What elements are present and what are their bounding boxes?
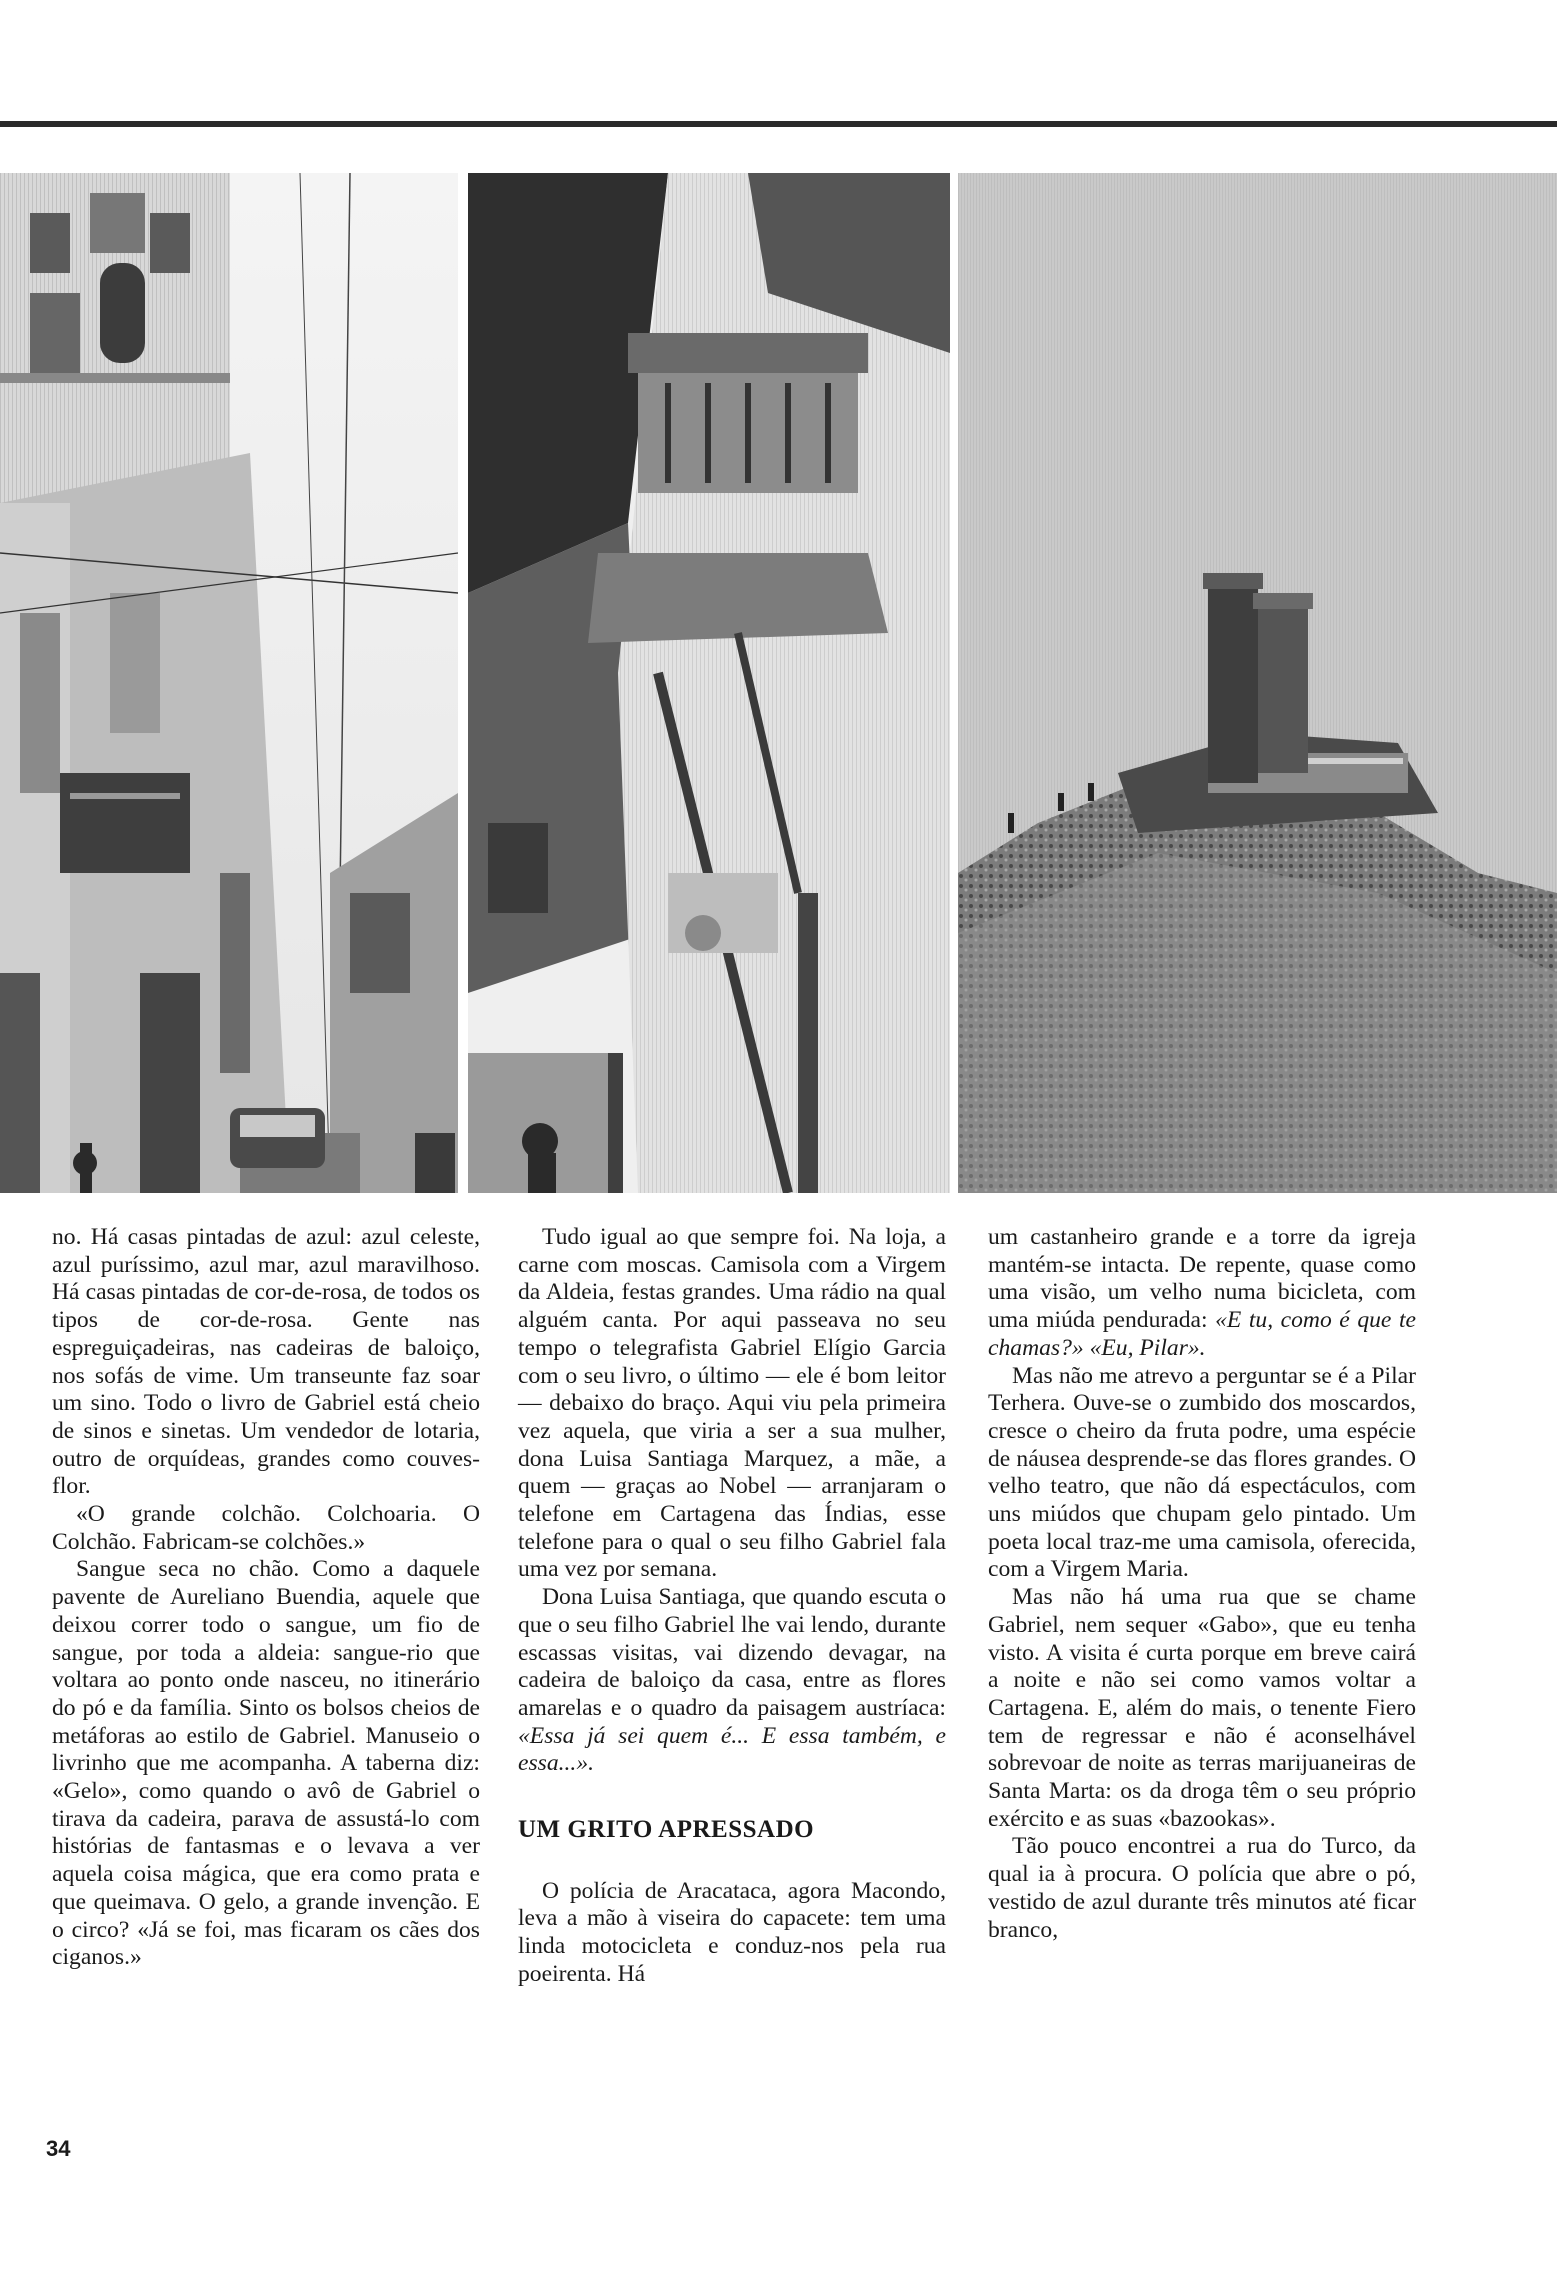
paragraph bbox=[518, 1584, 946, 1778]
page-number: 34 bbox=[46, 2136, 71, 2161]
paragraph: Tudo igual ao que sempre foi. Na loja, a carne com moscas. Camisola com a Virgem da Aldeia, festas grandes. Uma rádio na qual alguém canta. Por aqui passeava no seu tempo o telegrafista Gabriel Elígio Garcia com o seu livro, o último — ele é bom leitor — debaixo do braço. Aqui viu pela primeira vez aquela, que viria a ser a sua mulher, dona Luisa Santiaga Marquez, a mãe, a quem — graças ao Nobel — arranjaram o telefone em Cartagena das Índias, esse telefone para o qual o seu filho Gabriel fala uma vez por semana. bbox=[518, 1224, 946, 1583]
quote: «Essa já sei quem é... E essa também, e essa...». bbox=[518, 1722, 946, 1777]
paragraph: Mas não há uma rua que se chame Gabriel, nem sequer «Gabo», que eu tenha visto. A visita é curta porque em breve cairá a noite e não sei como vamos voltar a Cartagena. E, além do mais, o tenente Fiero tem de regressar e não é aconselhável sobrevoar de noite as terras marijuaneiras de Santa Marta: os da droga têm o seu próprio exército e as suas «bazookas». bbox=[988, 1584, 1416, 1832]
paragraph: O polícia de Aracataca, agora Macondo, leva a mão à viseira do capacete: tem uma linda motocicleta e conduz-nos pela rua poeirenta. Há bbox=[518, 1877, 946, 1987]
paragraph: «O grande colchão. Colchoaria. O Colchão. Fabricam-se colchões.» bbox=[52, 1501, 480, 1555]
paragraph-text: um castanheiro grande e a torre da igreja mantém-se intacta. De repente, quase como uma visão, um velho numa bicicleta, com uma miúda pendurada: bbox=[988, 1224, 1416, 1334]
text-column-2 bbox=[518, 1224, 946, 1989]
paragraph: Sangue seca no chão. Como a daquele pavente de Aureliano Buendia, aquele que deixou correr todo o sangue, um fio de sangue, por toda a aldeia: sangue-rio que voltara ao ponto onde nasceu, no itinerário do pó e da família. Sinto os bolsos cheios de metáforas ao estilo de Gabriel. Manuseio o livrinho que me acompanha. A taberna diz: «Gelo», como quando o avô de Gabriel o tirava da cadeira, parava de assustá-lo com histórias de fantasmas e o levava a ver aquela coisa mágica, que era como prata e que queimava. O gelo, a grande invenção. E o circo? «Já se foi, mas ficaram os cães dos ciganos.» bbox=[52, 1556, 480, 1971]
paragraph: no. Há casas pintadas de azul: azul celeste, azul puríssimo, azul mar, azul maravilhoso. Há casas pintadas de cor-de-rosa, de todos os tipos de cor-de-rosa. Gente nas espreguiçadeiras, nas cadeiras de baloiço, nos sofás de vime. Um transeunte faz soar um sino. Todo o livro de Gabriel está cheio de sinos e sinetas. Um vendedor de lotaria, outro de orquídeas, grandes como couves-flor. bbox=[52, 1224, 480, 1500]
paragraph bbox=[988, 1224, 1416, 1363]
balconies-photo-middle bbox=[468, 173, 950, 1193]
text-column-3 bbox=[988, 1224, 1416, 1944]
fortress-photo-right bbox=[958, 173, 1557, 1193]
section-heading: UM GRITO APRESSADO bbox=[518, 1816, 815, 1844]
top-rule bbox=[0, 121, 1557, 127]
street-photo-left bbox=[0, 173, 458, 1193]
paragraph: Tão pouco encontrei a rua do Turco, da qual ia à procura. O polícia que abre o pó, vestido de azul durante três minutos até ficar branco, bbox=[988, 1833, 1416, 1943]
text-column-1 bbox=[52, 1224, 480, 1972]
paragraph-text: Dona Luisa Santiaga, que quando escuta o que o seu filho Gabriel lhe vai lendo, durante escassas visitas, vai dizendo devagar, na cadeira de baloiço da casa, entre as flores amarelas e o quadro da paisagem austríaca: bbox=[518, 1584, 946, 1721]
quote: «E tu, como é que te chamas?» «Eu, Pilar». bbox=[988, 1307, 1416, 1361]
paragraph: Mas não me atrevo a perguntar se é a Pilar Terhera. Ouve-se o zumbido dos moscardos, cresce o cheiro da fruta podre, uma espécie de náusea desprende-se das flores grandes. O velho teatro, que não dá espectáculos, com uns miúdos que chupam gelo pintado. Um poeta local traz-me uma camisola, oferecida, com a Virgem Maria. bbox=[988, 1362, 1416, 1583]
